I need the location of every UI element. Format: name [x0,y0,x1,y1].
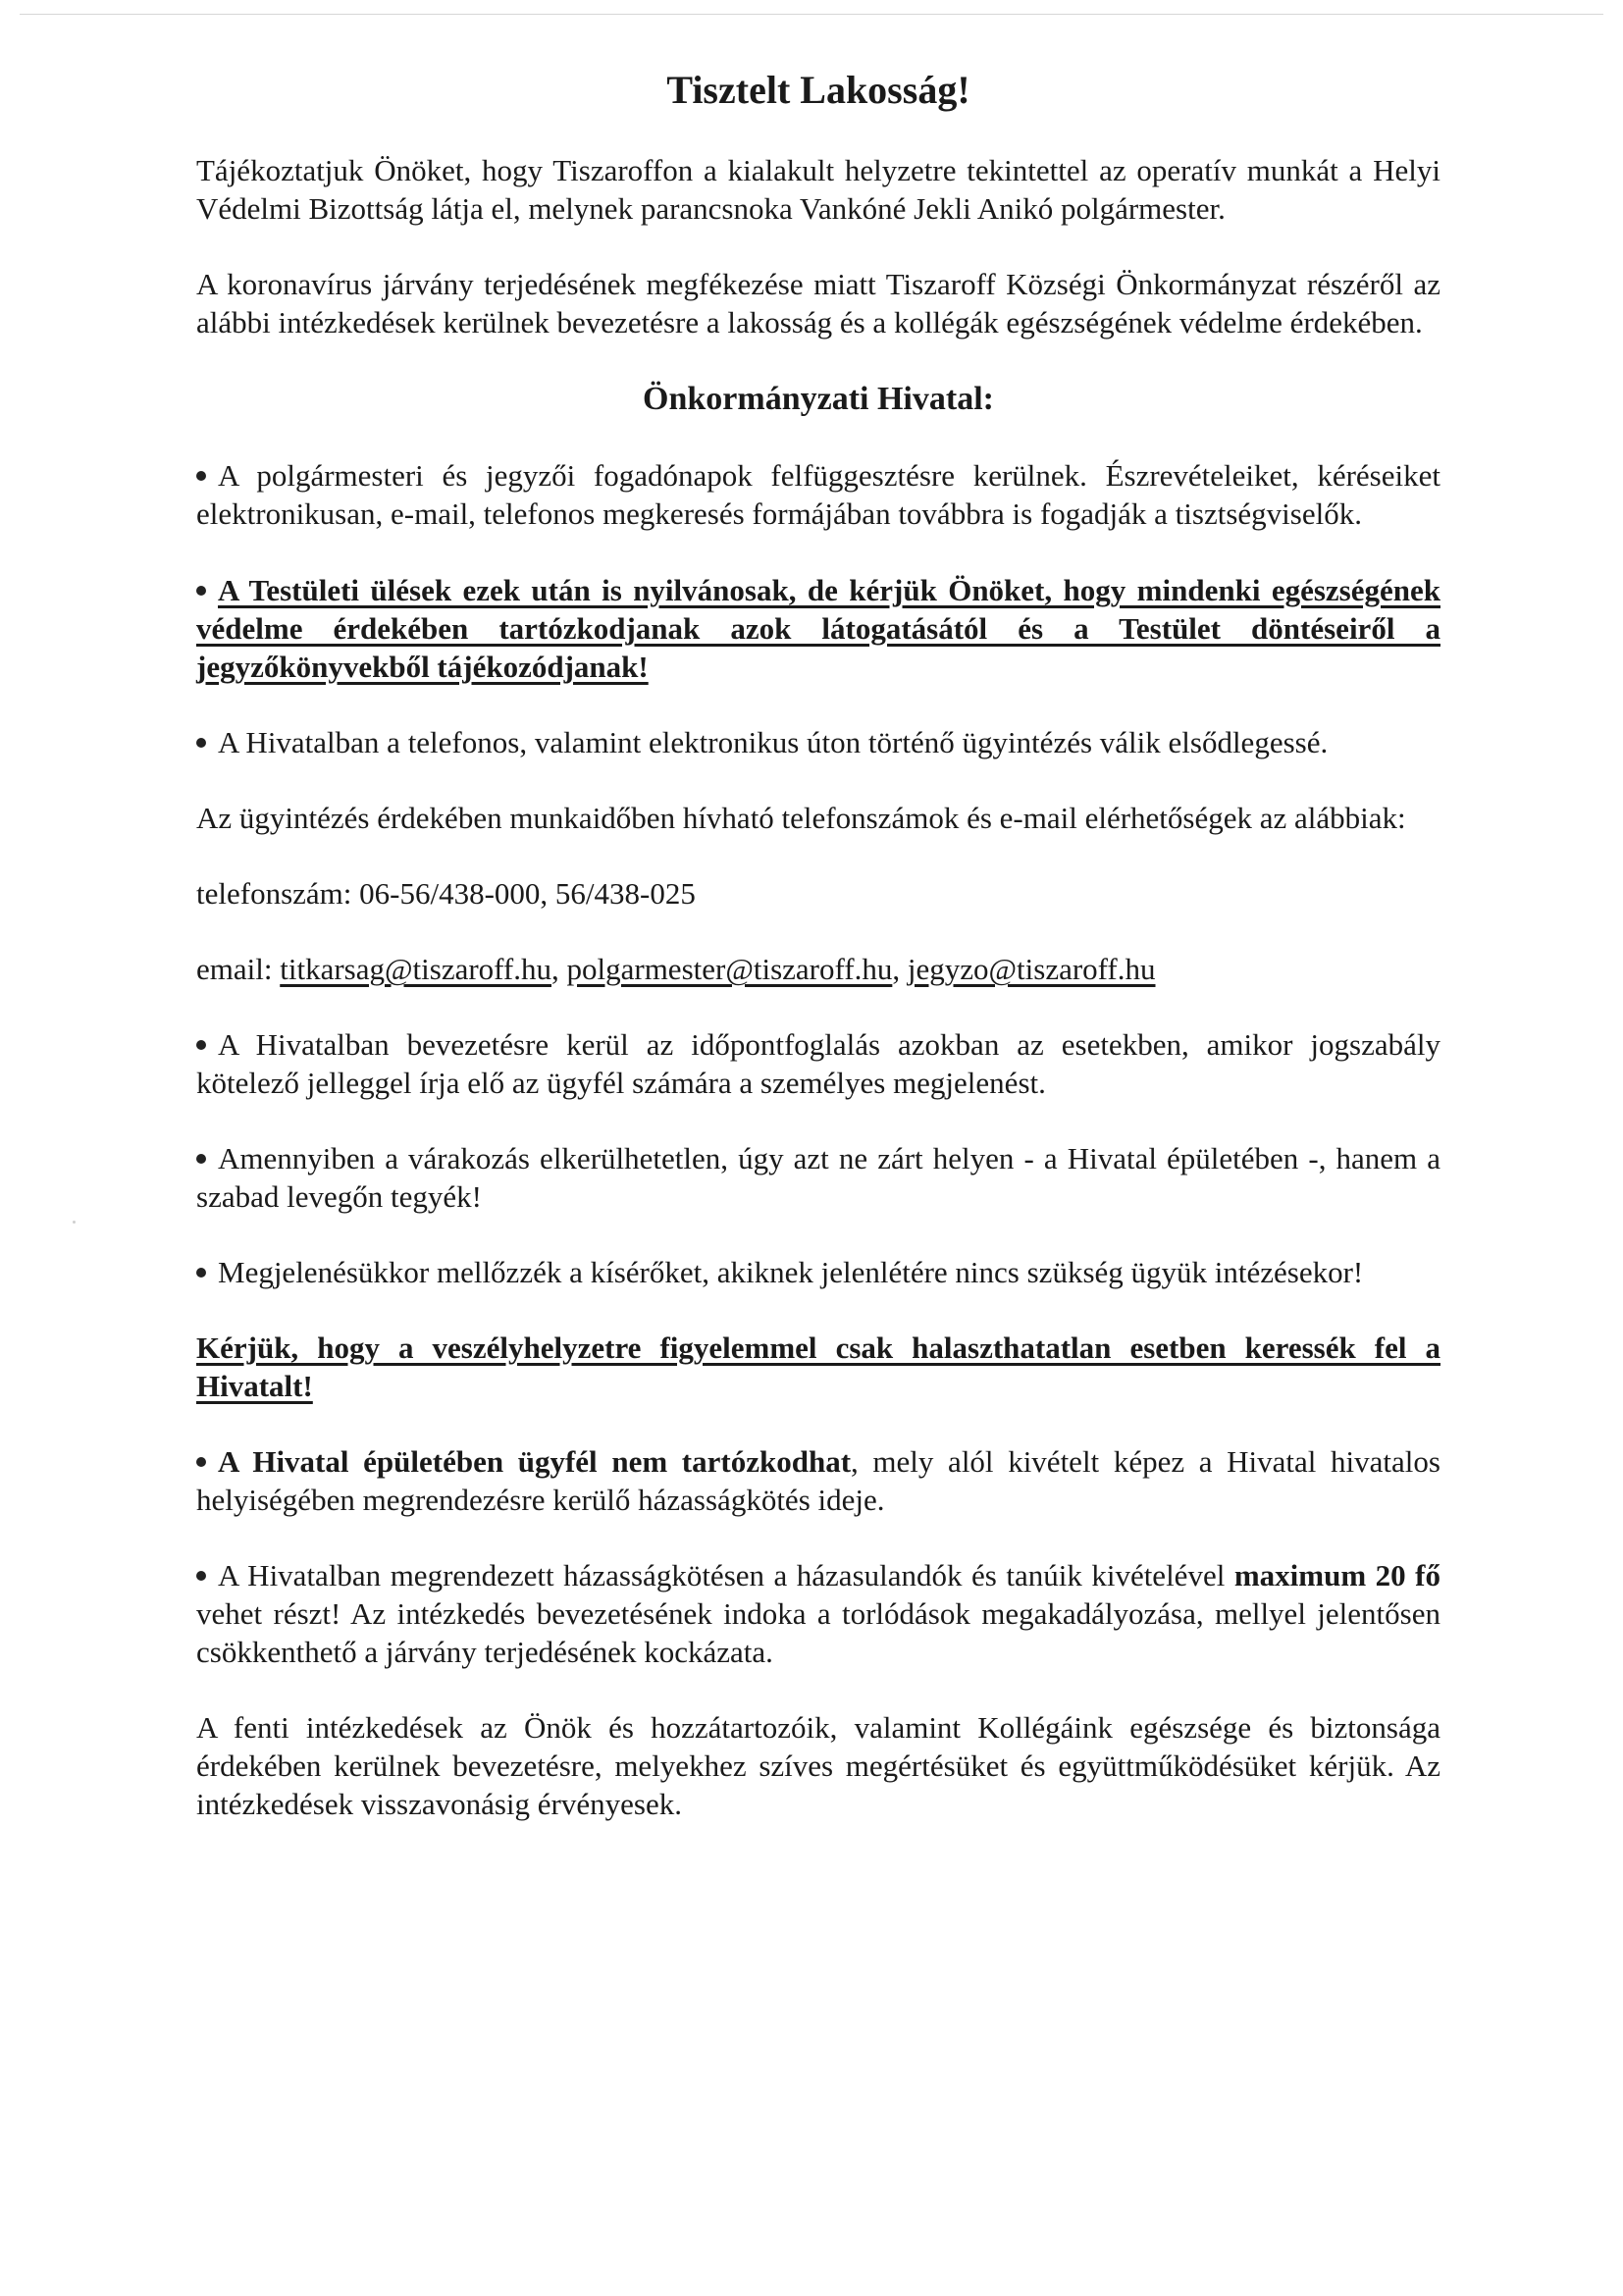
email-link-jegyzo[interactable]: jegyzo@tiszaroff.hu [907,952,1156,986]
phone-line [196,874,1440,913]
intro-paragraph-2: A koronavírus járvány terjedésének megfékezése miatt Tiszaroff Községi Önkormányzat részéről az alábbi intézkedések kerülnek bevezetésre a lakosság és a kollégák egészségének védelme érdekében. [196,267,1440,339]
bullet-text: A Testületi ülések ezek után is nyilvánosak, de kérjük Önöket, hogy mindenki egészségének védelme érdekében tartózkodjanak azok látogatásától és a Testület döntéseiről a jegyzőkönyvekből tájékozódjanak! [196,573,1440,684]
bullet-icon [196,1154,206,1164]
bullet-icon [196,471,206,481]
bullet-item-fogadonapok [196,456,1440,533]
bullet-text: Amennyiben a várakozás elkerülhetetlen, úgy azt ne zárt helyen - a Hivatal épületében -, hanem a szabad levegőn tegyék! [196,1141,1440,1214]
email-link-polgarmester[interactable]: polgarmester@tiszaroff.hu [566,952,893,986]
bullet-icon [196,586,206,596]
scan-speck [73,1221,76,1224]
email-label: email: [196,952,273,986]
contact-intro: Az ügyintézés érdekében munkaidőben hívható telefonszámok és e-mail elérhetőségek az alábbiak: [196,801,1406,835]
closing-paragraph: A fenti intézkedések az Önök és hozzátartozóik, valamint Kollégáink egészsége és biztonsága érdekében kerülnek bevezetésre, melyekhez szíves megértésüket és együttműködésüket kérjük. Az intézkedések visszavonásig érvényesek. [196,1710,1440,1821]
bullet-icon [196,1571,206,1581]
intro-paragraph-1: Tájékoztatjuk Önöket, hogy Tiszaroffon a kialakult helyzetre tekintettel az operatív munkát a Helyi Védelmi Bizottság látja el, melynek parancsnoka Vankóné Jekli Anikó polgármester. [196,153,1440,226]
bullet-text: Megjelenésükkor mellőzzék a kísérőket, akiknek jelenlétére nincs szükség ügyük intézésekor! [218,1255,1364,1289]
document-title: Tisztelt Lakosság! [666,68,970,112]
bullet-item-ugyfel-nem-tartozkodhat [196,1442,1440,1519]
bullet-bold-text: maximum 20 fő [1233,1558,1440,1592]
bullet-icon [196,1040,206,1050]
email-link-titkarsag[interactable]: titkarsag@tiszaroff.hu [280,952,551,986]
bullet-text: A polgármesteri és jegyzői fogadónapok felfüggesztésre kerülnek. Észrevételeiket, kéréseiket elektronikusan, e-mail, telefonos megkeresés formájában továbbra is fogadják a tisztségviselők. [196,458,1440,531]
notice-paragraph: Kérjük, hogy a veszélyhelyzetre figyelemmel csak halaszthatatlan esetben keressék fel a Hivatalt! [196,1331,1440,1403]
bullet-text: , mely alól kivételt képez a Hivatal hivatalos helyiségében megrendezésre kerülő házasságkötés ideje. [196,1444,1440,1517]
bullet-item-testuleti-ulesek [196,571,1440,686]
email-line [196,950,1440,988]
document-page [196,67,1440,1860]
bullet-text: A Hivatalban a telefonos, valamint elektronikus úton történő ügyintézés válik elsődlegessé. [218,725,1329,759]
phone-label: telefonszám: [196,876,352,911]
email-separator: , [551,952,559,986]
bullet-item-kiserok [196,1253,1440,1291]
bullet-item-elektronikus-ugyintezes [196,723,1440,761]
scan-top-edge [20,14,1603,15]
bullet-bold-text: A Hivatal épületében ügyfél nem tartózkodhat [218,1444,852,1479]
section-title: Önkormányzati Hivatal: [643,381,994,417]
email-separator: , [892,952,901,986]
bullet-icon [196,738,206,748]
phone-value: 06-56/438-000, 56/438-025 [359,876,696,911]
bullet-text: vehet részt! Az intézkedés bevezetésének indoka a torlódások megakadályozása, mellyel jelentősen csökkenthető a járvány terjedésének kockázata. [196,1596,1440,1669]
bullet-text: A Hivatalban bevezetésre kerül az időpontfoglalás azokban az esetekben, amikor jogszabály kötelező jelleggel írja elő az ügyfél számára a személyes megjelenést. [196,1027,1440,1100]
bullet-item-idopontfoglalas [196,1025,1440,1102]
bullet-icon [196,1268,206,1278]
bullet-item-varakozas [196,1139,1440,1216]
bullet-item-hazassagkotes [196,1556,1440,1671]
bullet-text: A Hivatalban megrendezett házasságkötésen a házasulandók és tanúik kivételével [218,1558,1234,1592]
bullet-icon [196,1457,206,1467]
